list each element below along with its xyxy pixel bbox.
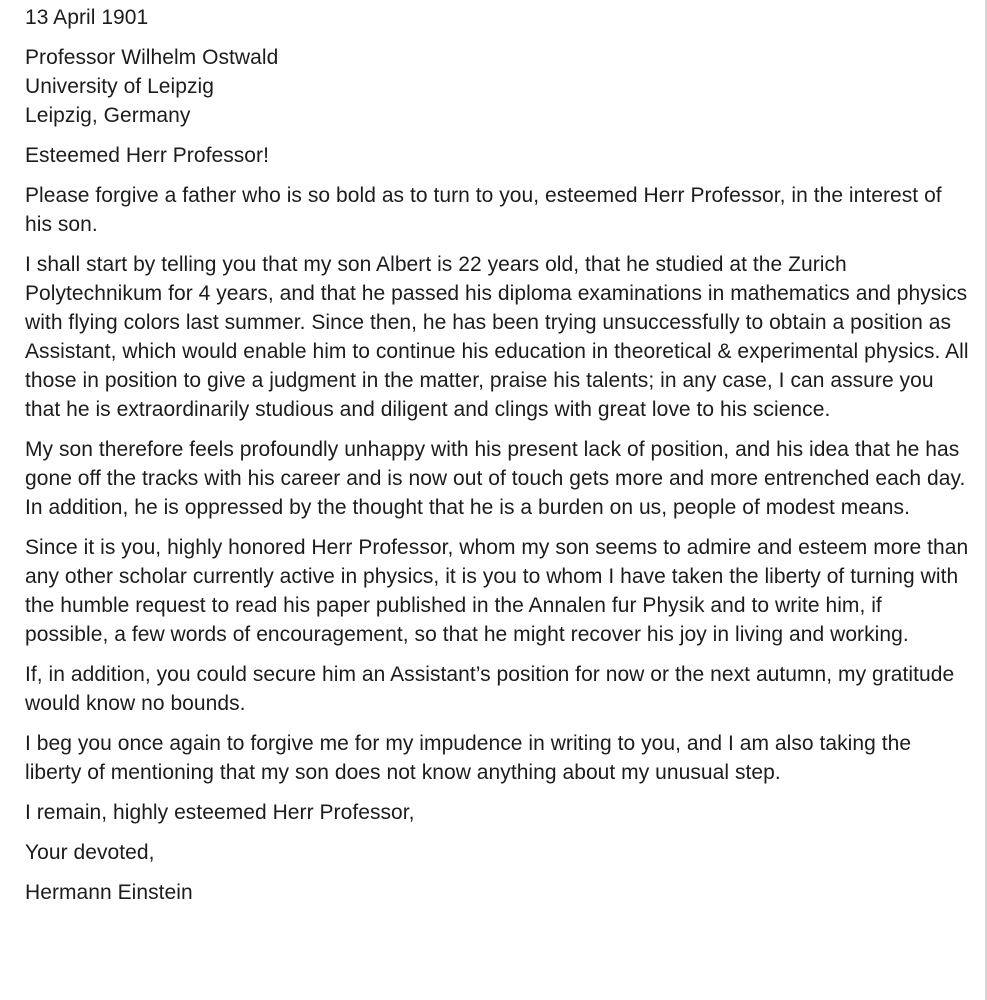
recipient-location: Leipzig, Germany xyxy=(25,104,191,127)
letter-date: 13 April 1901 xyxy=(25,6,149,29)
valediction: Your devoted, xyxy=(25,841,155,864)
paragraph-2: I shall start by telling you that my son Albert is 22 years old, that he studied at the Zurich Polytechnikum for 4 years, and that he passed his diploma examinations in mathematics and physics with flying colors last summer. Since then, he has been trying unsuccessfully to obtain a position as Assistant, which would enable him to continue his education in theoretical & experimental physics. All those in position to give a judgment in the matter, praise his talents; in any case, I can assure you that he is extraordinarily studious and diligent and clings with great love to his science. xyxy=(25,253,969,421)
paragraph-1: Please forgive a father who is so bold as to turn to you, esteemed Herr Professor, in the interest of his son. xyxy=(25,184,942,236)
recipient-name: Professor Wilhelm Ostwald xyxy=(25,46,279,69)
paragraph-6: I beg you once again to forgive me for my impudence in writing to you, and I am also taking the liberty of mentioning that my son does not know anything about my unusual step. xyxy=(25,732,912,784)
paragraph-4: Since it is you, highly honored Herr Professor, whom my son seems to admire and esteem more than any other scholar currently active in physics, it is you to whom I have taken the liberty of turning with the humble request to read his paper published in the Annalen fur Physik and to write him, if possible, a few words of encouragement, so that he might recover his joy in living and working. xyxy=(25,536,969,646)
paragraph-5: If, in addition, you could secure him an Assistant’s position for now or the next autumn, my gratitude would know no bounds. xyxy=(25,663,955,715)
salutation: Esteemed Herr Professor! xyxy=(25,144,269,167)
letter-body xyxy=(25,3,970,918)
paragraph-3: My son therefore feels profoundly unhappy with his present lack of position, and his idea that he has gone off the tracks with his career and is now out of touch gets more and more entrenched each day. In addition, he is oppressed by the thought that he is a burden on us, people of modest means. xyxy=(25,438,966,519)
recipient-address xyxy=(25,43,970,130)
closing-line: I remain, highly esteemed Herr Professor, xyxy=(25,801,415,824)
recipient-institution: University of Leipzig xyxy=(25,75,214,98)
signature-name: Hermann Einstein xyxy=(25,881,193,904)
